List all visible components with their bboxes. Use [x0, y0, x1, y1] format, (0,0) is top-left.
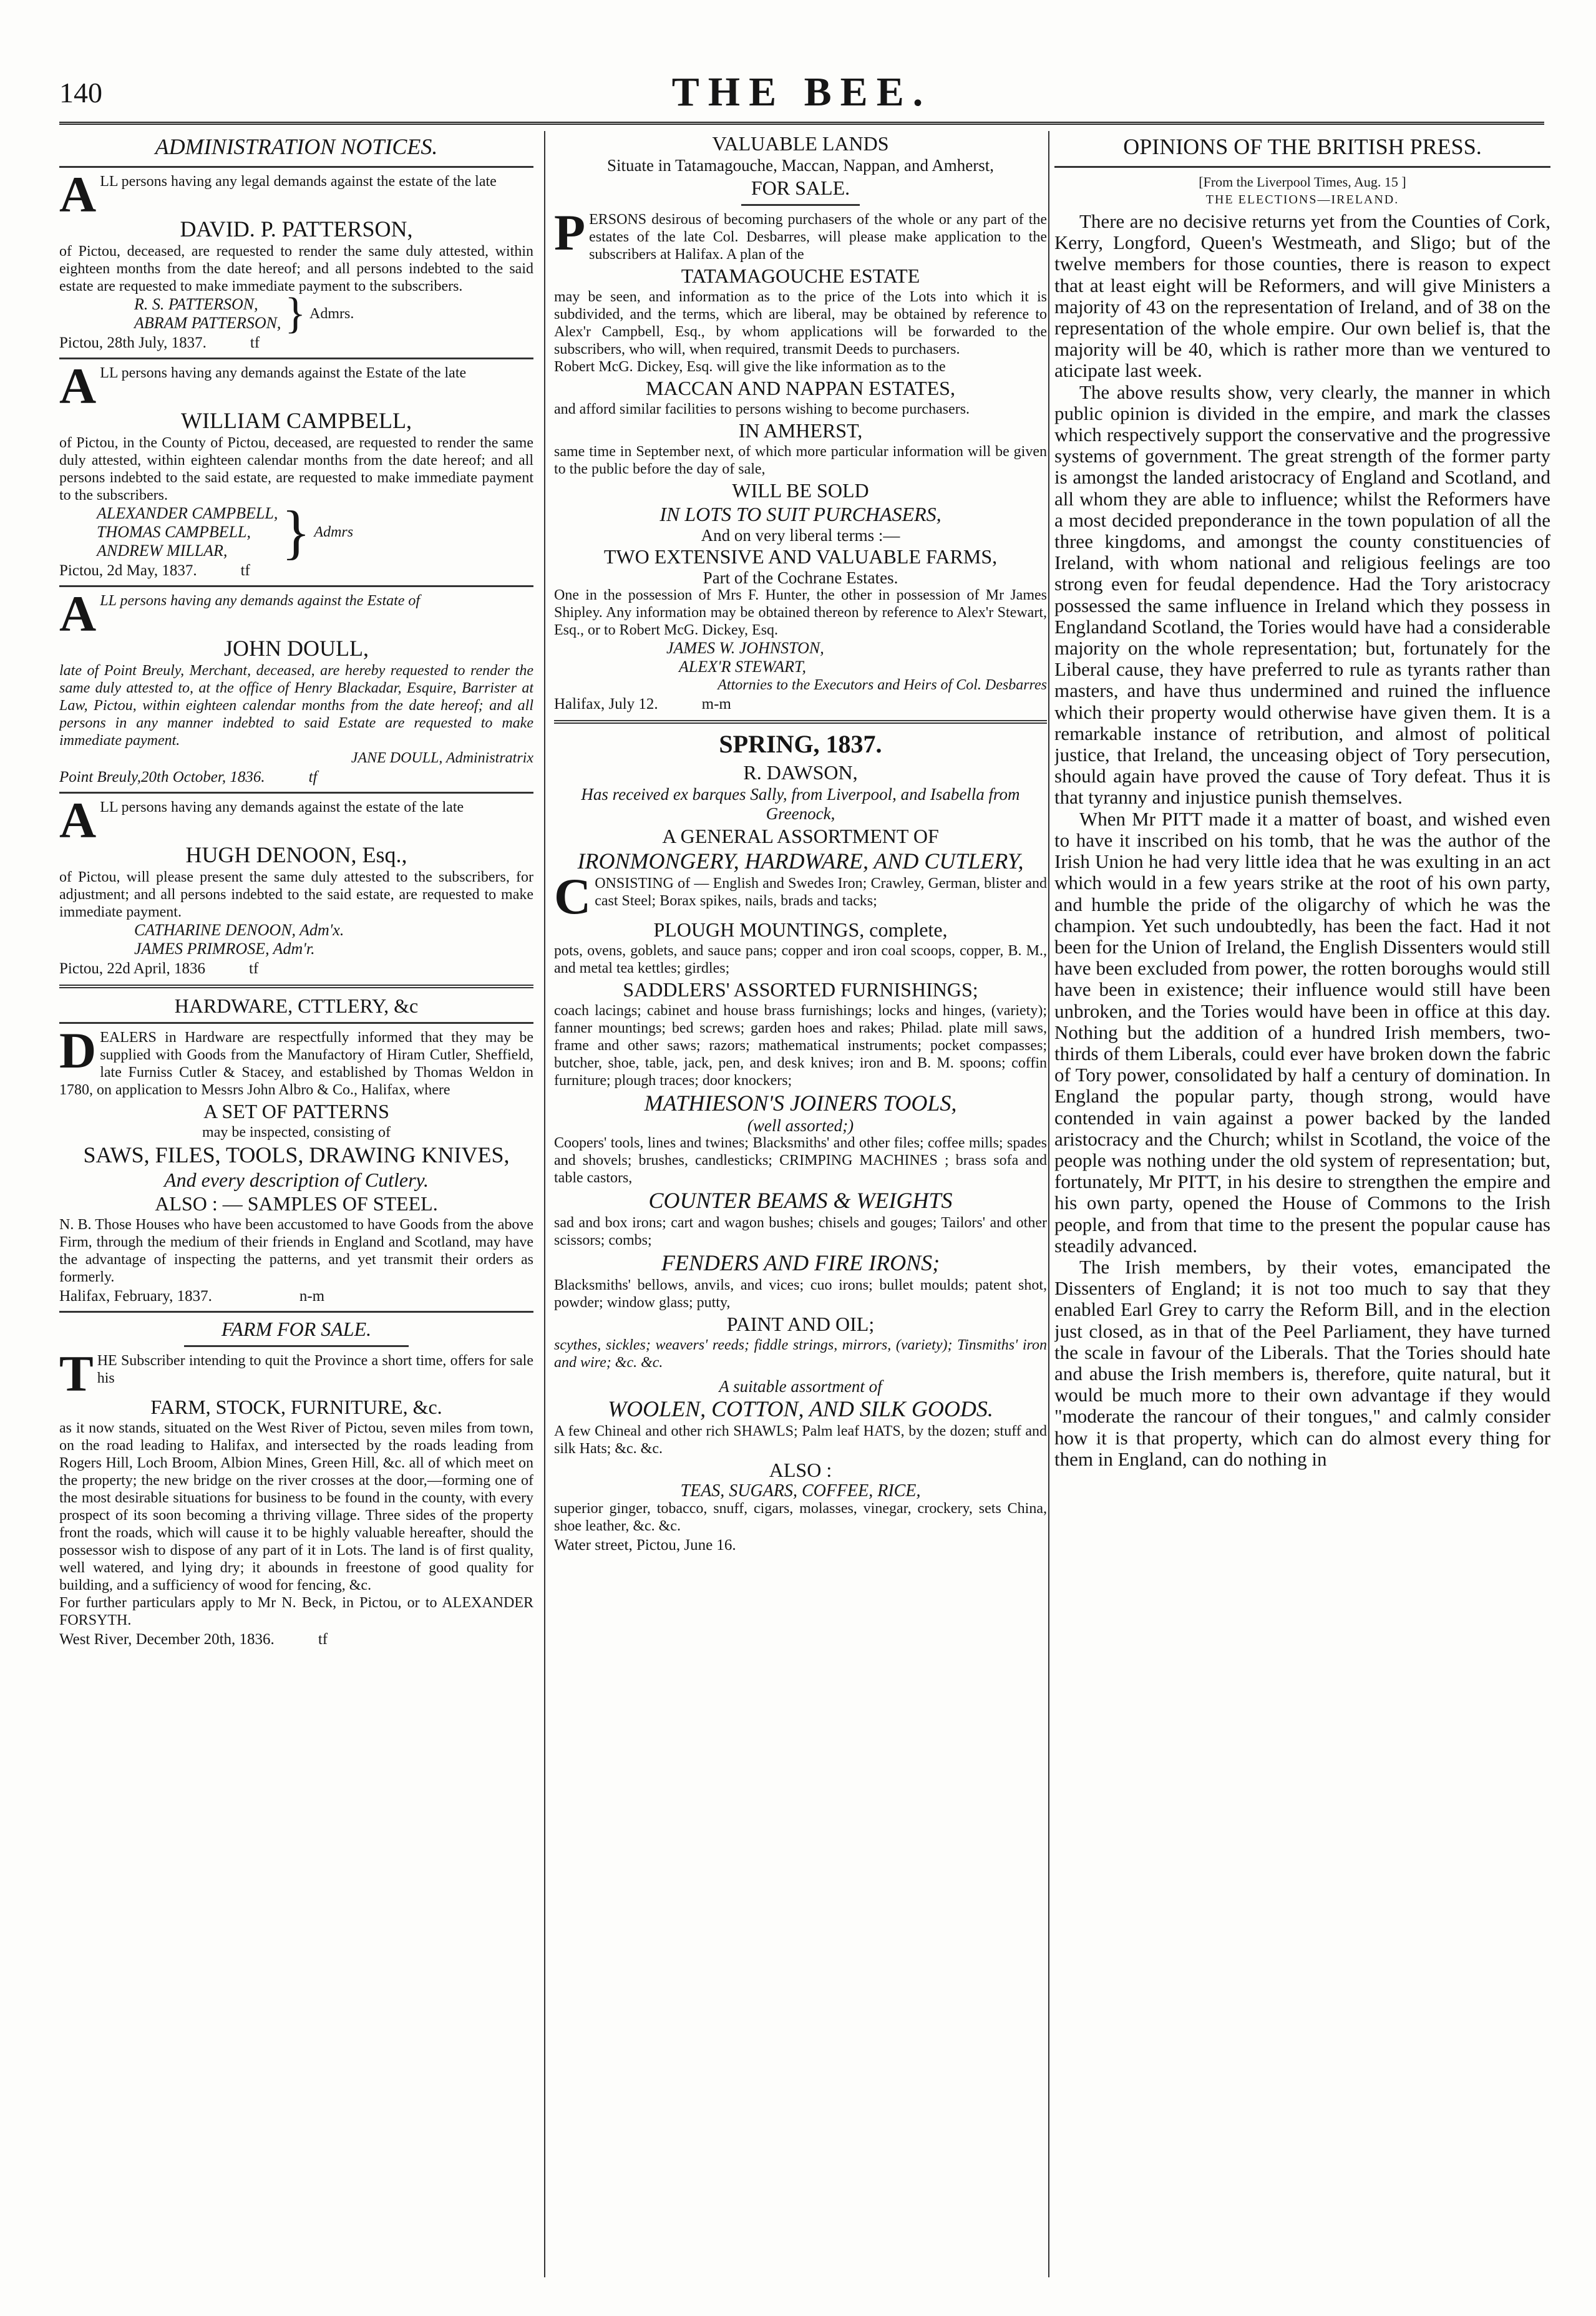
ad-line: A suitable assortment of [719, 1377, 882, 1396]
ad-line: Part of the Cochrane Estates. [703, 568, 898, 587]
ad-body: Robert McG. Dickey, Esq. will give the like information as to the [554, 359, 946, 375]
notice-intro: LL persons having any demands against the estate of the late [100, 799, 464, 815]
ad-line: may be inspected, consisting of [202, 1124, 391, 1141]
ad-subtitle: Situate in Tatamagouche, Maccan, Nappan, and Amherst, [607, 156, 994, 175]
signatory: ANDREW MILLAR, [97, 542, 228, 560]
ad-line: SAWS, FILES, TOOLS, DRAWING KNIVES, [83, 1142, 510, 1167]
notice-denoon [59, 792, 533, 978]
ad-body: pots, ovens, goblets, and sauce pans; copper and iron coal scoops, copper, B. M., and metal tea kettles; girdles; [554, 943, 1047, 976]
divider [184, 1345, 409, 1347]
ad-body: may be seen, and information as to the price of the Lots into which it is subdivided, and the terms, which are liberal, may be obtained by reference to Alex'r Campbell, Esq., by whom applications will be forwarded to the subscribers, who will, when required, transmit Deeds to purchasers. [554, 289, 1047, 358]
date: Halifax, July 12. [554, 696, 658, 713]
estate-name: MACCAN AND NAPPAN ESTATES, [646, 377, 955, 399]
divider [59, 166, 533, 168]
tf-mark: m-m [701, 696, 731, 713]
ad-body: sad and box irons; cart and wagon bushes; chisels and gouges; Tailors' and other scissors; combs; [554, 1215, 1047, 1248]
date: Point Breuly,20th October, 1836. [59, 769, 265, 786]
ad-body: A few Chineal and other rich SHAWLS; Palm leaf HATS, by the dozen; stuff and silk Hats; &c. &c. [554, 1423, 1047, 1457]
ad-body: Blacksmiths' bellows, anvils, and vices; cuo irons; bullet moulds; patent shot, powder; window glass; putty, [554, 1277, 1047, 1311]
page-number: 140 [59, 77, 102, 109]
notice-intro: LL persons having any demands against the Estate of the late [100, 365, 467, 381]
masthead: THE BEE. [671, 69, 932, 115]
ad-farm [59, 1318, 533, 1649]
article-paragraph: The Irish members, by their votes, emancipated the Dissenters of England; it is not too much to say that they enabled Earl Grey to carry the Reform Bill, and in the election just closed, as in that of the Peel Parliament, they have turned the scale in favour of the Liberals. That the Tories should hate and abuse the Irish members is, therefore, quite natural, but it would be much more to their own advantage if they would "moderate the rancour of their tongues," and calmly consider how it is that property, which can do almost every thing for them in England, can do nothing in [1054, 1255, 1550, 1470]
ad-body: ONSISTING of — English and Swedes Iron; Crawley, German, blister and cast Steel; Borax spikes, nails, brads and tacks; [595, 875, 1047, 909]
signatory: JAMES W. JOHNSTON, [666, 639, 824, 657]
column-1 [59, 131, 533, 2277]
ad-title: FARM FOR SALE. [221, 1318, 372, 1340]
notice-body: of Pictou, in the County of Pictou, deceased, are requested to render the same duly attested, within eighteen calendar months from the date hereof; and all persons indebted to the said estate, are requested to make immediate payment to the subscribers. [59, 435, 533, 504]
drop-cap: A [59, 585, 97, 642]
date: West River, December 20th, 1836. [59, 1631, 275, 1648]
column-2 [554, 131, 1047, 2277]
divider [59, 792, 533, 794]
signatory: THOMAS CAMPBELL, [97, 523, 251, 541]
date: Halifax, February, 1837. [59, 1288, 212, 1305]
ad-line: FENDERS AND FIRE IRONS; [661, 1250, 940, 1275]
signatory: CATHARINE DENOON, Adm'x. [134, 921, 344, 939]
ad-body: ERSONS desirous of becoming purchasers of the whole or any part of the estates of the late Col. Desbarres, will please make application to the subscribers at Halifax. A plan of the [589, 212, 1047, 263]
drop-cap: P [554, 204, 586, 261]
deceased-name: JOHN DOULL, [224, 636, 369, 661]
ad-line: ALSO : — SAMPLES OF STEEL. [155, 1192, 438, 1215]
ad-line: TWO EXTENSIVE AND VALUABLE FARMS, [603, 545, 998, 568]
notice-body: of Pictou, will please present the same duly attested to the subscribers, for adjustment; and all persons indebted to the said estate, are requested to make immediate payment. [59, 869, 533, 920]
column-3 [1054, 131, 1550, 2277]
ad-spring-dawson [554, 730, 1047, 1555]
signatory: ABRAM PATTERSON, [134, 314, 281, 332]
ad-body: One in the possession of Mrs F. Hunter, the other in possession of Mr James Shipley. Any information may be obtained thereon by reference to Alex'r Stewart, Esq., or to Robert McG. Dickey, Esq. [554, 587, 1047, 638]
notice-intro: LL persons having any legal demands against the estate of the late [100, 173, 497, 190]
ad-line: IN AMHERST, [738, 419, 863, 442]
article-paragraph: When Mr PITT made it a matter of boast, and wished even to have it inscribed on his tomb, that he was the author of the Irish Union he had very little idea that he was exulting in an act which would in a few years strike at the root of his own party, and humble the pride of the oligarchy of which he was the champion. Yet such undoubtedly, has been the fact. Had it not been for the Union of Ireland, the English Dissenters would still have been excluded from power, the rotten boroughs would still have been in existence; their influence would still have been unbroken, and the Tories would have been in office at this day. Nothing but the addition of a hundred Irish members, two-thirds of them Liberals, could ever have broken down the fabric of Tory power, consolidated by half a century of domination. In England the popular party, though strong, would have contended in vain against a power backed by the landed aristocracy and the Church; whilst in Scotland, the voice of the people was nothing under the old system of representation; but, fortunately, Mr PITT, in his desire to strengthen the empire and his own party, opened the House of Commons to the Irish people, and from that time to the present the popular cause has steadily advanced. [1054, 807, 1550, 1257]
ad-line: Has received ex barques Sally, from Liverpool, and Isabella from Greenock, [581, 785, 1020, 823]
drop-cap: C [554, 868, 591, 925]
ad-body: and afford similar facilities to persons wishing to become purchasers. [554, 401, 970, 417]
deceased-name: WILLIAM CAMPBELL, [181, 408, 412, 433]
ad-line: (well assorted;) [747, 1116, 854, 1135]
ad-line: PLOUGH MOUNTINGS, complete, [653, 918, 948, 941]
signatory: ALEXANDER CAMPBELL, [97, 504, 278, 522]
drop-cap: D [59, 1022, 97, 1079]
ad-line: SADDLERS' ASSORTED FURNISHINGS; [623, 978, 978, 1001]
notice-body: of Pictou, deceased, are requested to render the same duly attested, within eighteen months from the date hereof; and all persons indebted to the said estate are requested to make immediate payment to the subscribers. [59, 243, 533, 294]
ad-line: And every description of Cutlery. [164, 1169, 429, 1191]
section-title: ADMINISTRATION NOTICES. [155, 134, 438, 159]
tf-mark: n-m [299, 1288, 325, 1305]
divider [1054, 166, 1550, 168]
estate-name: TATAMAGOUCHE ESTATE [681, 265, 920, 287]
divider [741, 204, 860, 206]
ad-body: N. B. Those Houses who have been accustomed to have Goods from the above Firm, through the medium of their friends in England and Scotland, may have the advantage of inspecting the patterns, and yet transmit their orders as formerly. [59, 1217, 533, 1285]
ad-body: same time in September next, of which more particular information will be given to the public before the day of sale, [554, 444, 1047, 477]
notice-doull [59, 585, 533, 787]
merchant-name: R. DAWSON, [743, 761, 858, 784]
article-paragraph: The above results show, very clearly, the manner in which public opinion is divided in the empire, and mark the classes which respectively support the conservative and the progressive systems of government. The great strength of the former party is amongst the landed aristocracy of England and Scotland, and all whom they are able to influence; whilst the Reformers have a most decided preponderance in the town population of all the three kingdoms, and amongst the county constituencies of Ireland, with whom national and religious feelings are too strong even for feudal dependence. Had the Tory aristocracy possessed the same influence in Ireland which they possess in Englandand Scotland, the Tories would have had a considerable majority on the whole representation; but, fortunately for the Liberal cause, they have preferred to rule as tyrants rather than masters, and have thus undermined and ruined the influence which their property would otherwise have given them. It is a remarkable instance of retribution, and almost of political justice, that Ireland, the unceasing object of Tory persecution, should again have proved the cause of Tory defeat. Thus it is that tyranny and injustice punish themselves. [1054, 381, 1550, 809]
notice-campbell [59, 358, 533, 580]
ad-line: A GENERAL ASSORTMENT OF [662, 825, 939, 847]
ad-line: WILL BE SOLD [732, 479, 869, 502]
ad-line: IRONMONGERY, HARDWARE, AND CUTLERY, [577, 849, 1024, 873]
article-paragraph: There are no decisive returns yet from the Counties of Cork, Kerry, Longford, Queen's Westmeath, and Sligo; but of the twelve members for those counties, there is reason to expect that at least eight will be Reformers, and will give Ministers a majority of 43 on the representation of Ireland, and of 38 on the representation of the whole empire. Our own belief is, that the majority will be 40, which is rather more than we ventured to aticipate last week. [1054, 210, 1550, 382]
ad-line: ALSO : [769, 1459, 832, 1481]
signatory-role: Attornies to the Executors and Heirs of Col. Desbarres [718, 677, 1047, 693]
divider [59, 358, 533, 359]
page-header [59, 69, 1544, 119]
deceased-name: HUGH DENOON, Esq., [185, 842, 407, 867]
ad-intro: HE Subscriber intending to quit the Province a short time, offers for sale his [97, 1353, 533, 1386]
ad-title: VALUABLE LANDS [712, 132, 889, 155]
ad-line: WOOLEN, COTTON, AND SILK GOODS. [608, 1396, 993, 1421]
signature-block: ALEXANDER CAMPBELL, THOMAS CAMPBELL, ANDREW MILLAR, } Admrs [97, 499, 354, 565]
divider [59, 585, 533, 587]
ad-hardware [59, 995, 533, 1306]
ad-body: as it now stands, situated on the West River of Pictou, seven miles from town, on the road leading to Halifax, and intersected by the roads leading from Rogers Hill, Loch Broom, Albion Mines, Green Hill, &c. all of which meet on the property; the new bridge on the river crosses at the door,—forming one of the most desirable situations for business to be found in the county, with every prospect of its soon becoming a thriving village. Three sides of the property front the roads, which will cause it to be highly valuable hereafter, should the possessor wish to dispose of any part of it in Lots. The land is of first quality, well watered, and lying dry; it abounds in freestone of good quality for building, and a sufficiency of wood for fencing, &c. [59, 1420, 533, 1593]
header-rule [59, 122, 1544, 125]
article-source: [From the Liverpool Times, Aug. 15 ] [1199, 174, 1406, 190]
article-subhead: THE ELECTIONS—IRELAND. [1205, 193, 1399, 207]
ad-line: FOR SALE. [751, 177, 850, 199]
column-divider [1048, 131, 1049, 2277]
dateline [59, 960, 533, 978]
ad-valuable-lands [554, 132, 1047, 714]
drop-cap: A [59, 358, 97, 414]
column-divider [544, 131, 545, 2277]
ad-line: TEAS, SUGARS, COFFEE, RICE, [680, 1481, 921, 1501]
dateline [554, 695, 1047, 714]
ad-line: PAINT AND OIL; [726, 1313, 875, 1335]
divider [59, 1311, 533, 1313]
signatory: ALEX'R STEWART, [679, 658, 807, 676]
ad-body: EALERS in Hardware are respectfully informed that they may be supplied with Goods from the Manufactory of Hiram Cutler, Sheffield, late Furniss Cutler & Stacey, and established by Thomas Weldon in 1780, on application to Messrs John Albro & Co., Halifax, where [59, 1029, 533, 1098]
divider [59, 985, 533, 988]
deceased-name: DAVID. P. PATTERSON, [180, 217, 413, 241]
signatory: R. S. PATTERSON, [134, 295, 258, 313]
tf-mark: tf [240, 562, 250, 579]
ad-body: Coopers' tools, lines and twines; Blacksmiths' and other files; coffee mills; spades and shovels; brushes, candlesticks; CRIMPING MACHINES ; brass sofa and table castors, [554, 1135, 1047, 1186]
ad-body: coach lacings; cabinet and house brass furnishings; locks and hinges, (variety); fanner mountings; bed screws; garden hoes and rakes; Philad. plate mill saws, frame and other saws; razors; mathematical instruments; pocket compasses; butcher, shoe, table, jack, pen, and desk knives; iron and B. M. spoons; coffin furniture; plough traces; door knockers; [554, 1003, 1047, 1089]
dateline [59, 1630, 533, 1649]
ad-title: HARDWARE, CTTLERY, &c [174, 995, 419, 1017]
dateline [59, 768, 533, 787]
section-title: OPINIONS OF THE BRITISH PRESS. [1123, 134, 1482, 159]
divider [554, 720, 1047, 724]
signatory-role: Admrs [314, 523, 354, 540]
signatory-role: Admrs. [309, 305, 354, 322]
tf-mark: tf [308, 769, 318, 786]
ad-line: COUNTER BEAMS & WEIGHTS [648, 1188, 953, 1213]
tf-mark: tf [250, 334, 260, 351]
dateline: Water street, Pictou, June 16. [554, 1537, 736, 1554]
tf-mark: tf [249, 960, 259, 977]
ad-body: superior ginger, tobacco, snuff, cigars, molasses, vinegar, crockery, sets China, shoe leather, &c. &c. [554, 1501, 1047, 1534]
drop-cap: T [59, 1345, 94, 1402]
drop-cap: A [59, 792, 97, 849]
notice-intro: LL persons having any demands against the Estate of [100, 593, 421, 609]
tf-mark: tf [318, 1631, 328, 1648]
divider [59, 1022, 533, 1024]
ad-apply: For further particulars apply to Mr N. Beck, in Pictou, or to ALEXANDER FORSYTH. [59, 1595, 533, 1628]
signatory: JANE DOULL, Administratrix [351, 750, 533, 766]
date: Pictou, 28th July, 1837. [59, 334, 207, 351]
drop-cap: A [59, 166, 97, 223]
notice-patterson [59, 166, 533, 353]
ad-title: SPRING, 1837. [719, 730, 882, 758]
ad-headline: FARM, STOCK, FURNITURE, &c. [150, 1396, 442, 1418]
ad-body: scythes, sickles; weavers' reeds; fiddle strings, mirrors, (variety); Tinsmiths' iron and wire; &c. &c. [554, 1337, 1047, 1371]
dateline [59, 1287, 533, 1306]
date: Pictou, 2d May, 1837. [59, 562, 197, 579]
ad-line: IN LOTS TO SUIT PURCHASERS, [659, 503, 942, 525]
signatory: JAMES PRIMROSE, Adm'r. [134, 940, 315, 958]
ad-line: A SET OF PATTERNS [203, 1100, 389, 1122]
date: Pictou, 22d April, 1836 [59, 960, 206, 977]
notice-body: late of Point Breuly, Merchant, deceased, are hereby requested to render the same duly attested to, at the office of Henry Blackadar, Esquire, Barrister at Law, Pictou, within eighteen calendar months from the date hereof; and all persons in any manner indebted to said Estate are requested to make immediate payment. [59, 663, 533, 749]
ad-line: And on very liberal terms :— [701, 526, 900, 545]
ad-line: MATHIESON'S JOINERS TOOLS, [644, 1091, 957, 1116]
signature-block: R. S. PATTERSON, ABRAM PATTERSON, } Admrs. [134, 290, 354, 338]
